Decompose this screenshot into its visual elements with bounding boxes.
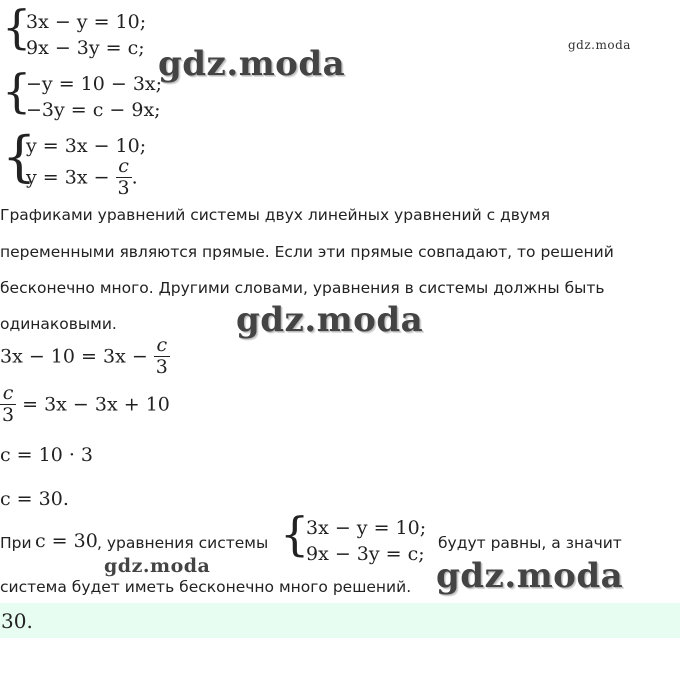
system1-brace: { (2, 0, 32, 54)
step-eq3: c = 10 · 3 (0, 444, 94, 466)
step-eq1-left: 3x − 10 = 3x − (0, 345, 154, 368)
conclusion-line2: система будет иметь бесконечно много решений. (0, 578, 412, 596)
answer-value: 30. (1, 609, 33, 633)
step-eq1-fraction (154, 335, 170, 378)
step-eq2-right: = 3x − 3x + 10 (16, 393, 170, 416)
explanation-line1: Графиками уравнений системы двух линейных уравнений с двумя (0, 206, 551, 224)
step-eq1-den: 3 (155, 355, 168, 378)
conclusion-condition: c = 30 (35, 530, 98, 552)
step-eq2-den: 3 (2, 403, 15, 426)
step-eq1-num: c (154, 335, 170, 357)
system3-line1: y = 3x − 10; (26, 135, 147, 157)
system3-fraction-num: c (116, 156, 132, 178)
system1-line1: 3x − y = 10; (26, 11, 147, 33)
watermark-middle: gdz.moda (236, 300, 424, 340)
system3-brace: { (2, 125, 37, 188)
system3-fraction (116, 156, 132, 199)
system3-fraction-den: 3 (117, 176, 130, 199)
answer-box (0, 603, 680, 638)
step-eq4: c = 30. (0, 488, 69, 510)
conclusion-brace: { (280, 507, 310, 561)
conclusion-middle: , уравнения системы (97, 534, 269, 552)
system3-line2 (26, 156, 138, 199)
watermark-top: gdz.moda (158, 44, 346, 84)
system3-line2-end: . (131, 166, 138, 189)
system2-brace: { (2, 64, 32, 118)
system1-line2: 9x − 3y = c; (26, 37, 145, 59)
conclusion-suffix: будут равны, а значит (438, 534, 622, 552)
explanation-line4: одинаковыми. (0, 315, 117, 333)
step-eq2-fraction (0, 383, 16, 426)
system3-line2-left: y = 3x − (26, 166, 116, 189)
conclusion-sys-line2: 9x − 3y = c; (306, 543, 425, 565)
explanation-line2: переменными являются прямые. Если эти прямые совпадают, то решений (0, 243, 614, 261)
system2-line1: −y = 10 − 3x; (26, 73, 163, 95)
step-eq1 (0, 335, 170, 378)
watermark-bottom: gdz.moda (436, 556, 624, 596)
step-eq2-num: c (0, 383, 16, 405)
watermark-top-small: gdz.moda (568, 38, 631, 52)
conclusion-sys-line1: 3x − y = 10; (306, 517, 427, 539)
conclusion-prefix: При (0, 534, 32, 552)
watermark-bottom-small: gdz.moda (104, 555, 211, 577)
step-eq2 (0, 383, 170, 426)
explanation-line3: бесконечно много. Другими словами, уравнения в системы должны быть (0, 279, 605, 297)
system2-line2: −3y = c − 9x; (26, 99, 161, 121)
